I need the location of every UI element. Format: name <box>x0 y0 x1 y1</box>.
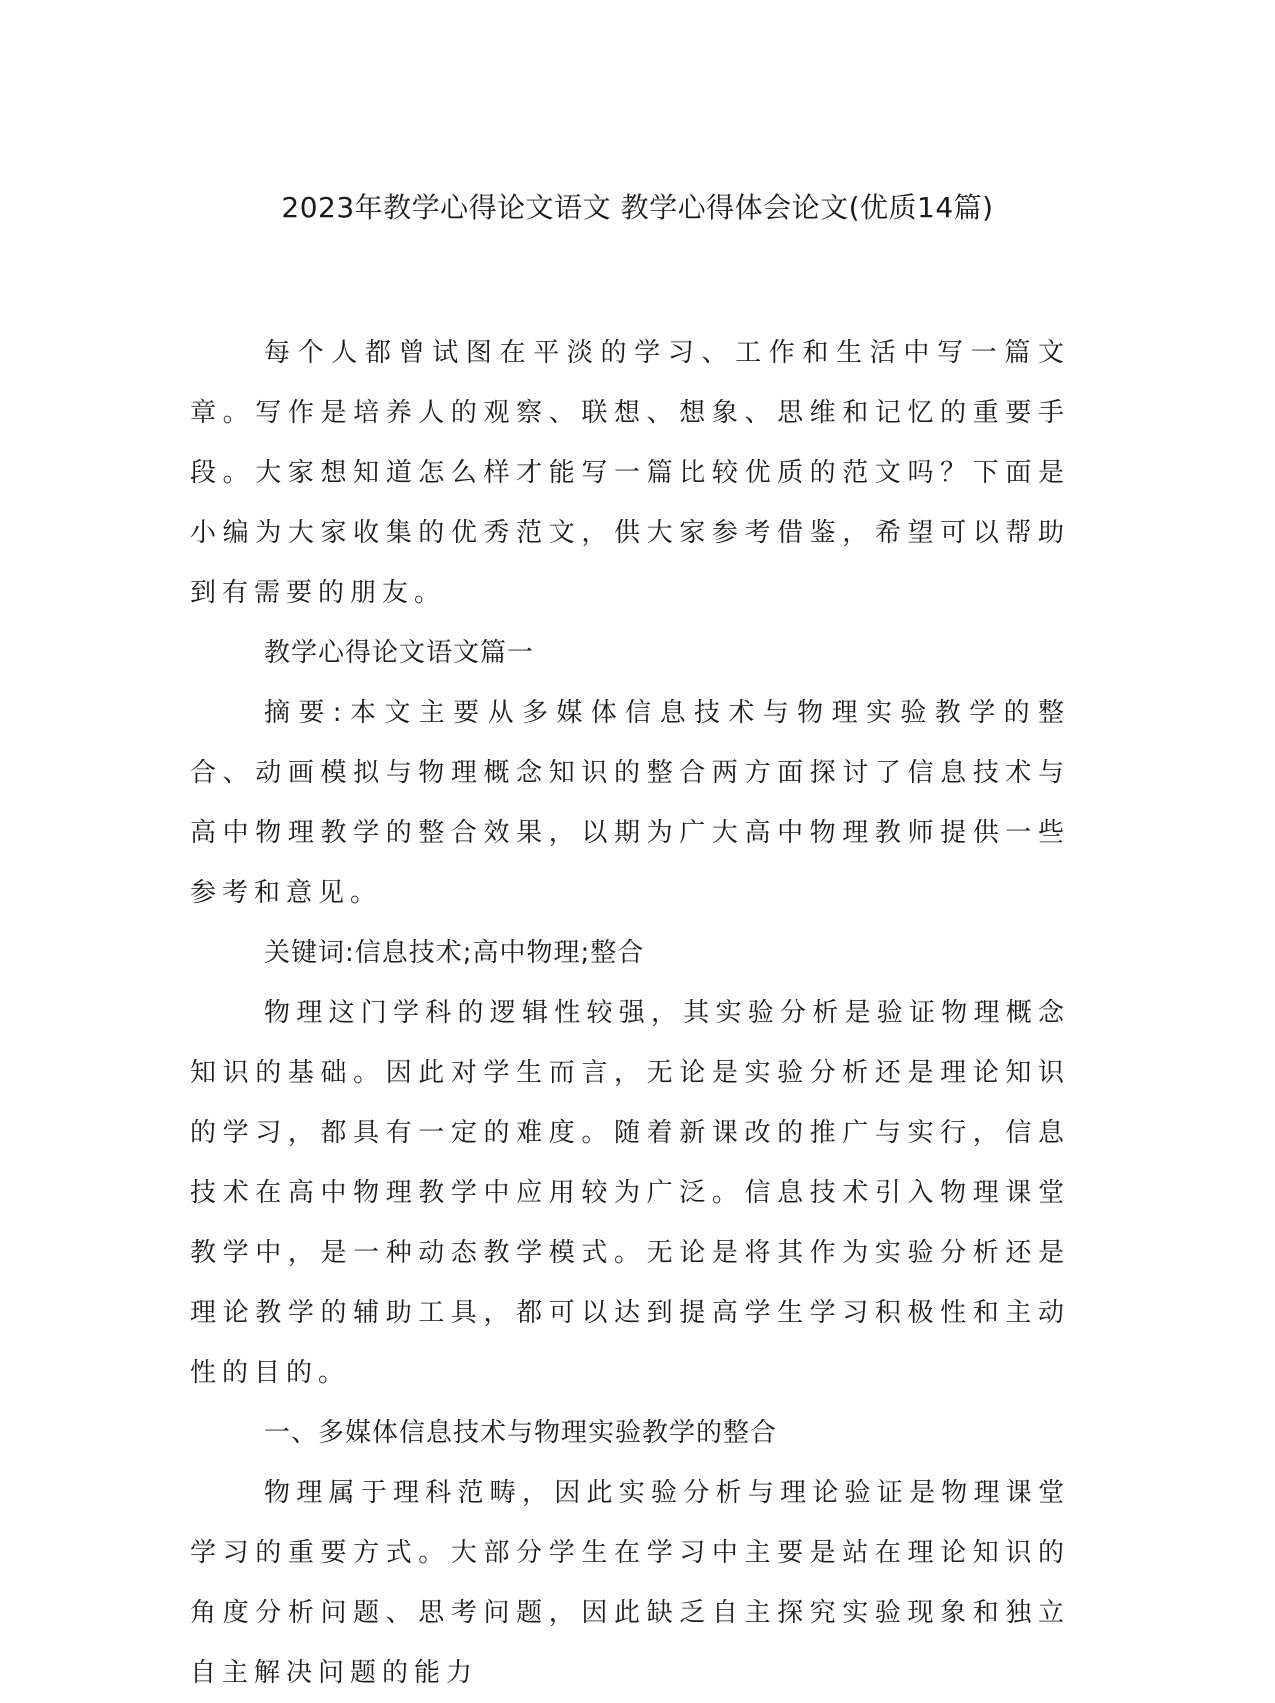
abstract-paragraph: 摘要:本文主要从多媒体信息技术与物理实验教学的整合、动画模拟与物理概念知识的整合两方面探讨了信息技术与高中物理教学的整合效果，以期为广大高中物理教师提供一些参考和意见。 <box>190 698 1070 908</box>
document-body <box>190 323 1070 1703</box>
body-paragraph: 物理属于理科范畴，因此实验分析与理论验证是物理课堂学习的重要方式。大部分学生在学习中主要是站在理论知识的角度分析问题、思考问题，因此缺乏自主探究实验现象和独立自主解决问题的能力 <box>190 1478 1070 1688</box>
body-paragraph: 物理这门学科的逻辑性较强，其实验分析是验证物理概念知识的基础。因此对学生而言，无论是实验分析还是理论知识的学习，都具有一定的难度。随着新课改的推广与实行，信息技术在高中物理教学中应用较为广泛。信息技术引入物理课堂教学中，是一种动态教学模式。无论是将其作为实验分析还是理论教学的辅助工具，都可以达到提高学生学习积极性和主动性的目的。 <box>190 998 1070 1388</box>
document-title: 2023年教学心得论文语文 教学心得体会论文(优质14篇) <box>281 191 994 224</box>
intro-paragraph: 每个人都曾试图在平淡的学习、工作和生活中写一篇文章。写作是培养人的观察、联想、想象、思维和记忆的重要手段。大家想知道怎么样才能写一篇比较优质的范文吗？下面是小编为大家收集的优秀范文，供大家参考借鉴，希望可以帮助到有需要的朋友。 <box>190 338 1070 608</box>
keywords-paragraph: 关键词:信息技术;高中物理;整合 <box>264 938 645 968</box>
subsection-heading: 一、多媒体信息技术与物理实验教学的整合 <box>264 1418 778 1448</box>
section-heading: 教学心得论文语文篇一 <box>264 638 535 668</box>
